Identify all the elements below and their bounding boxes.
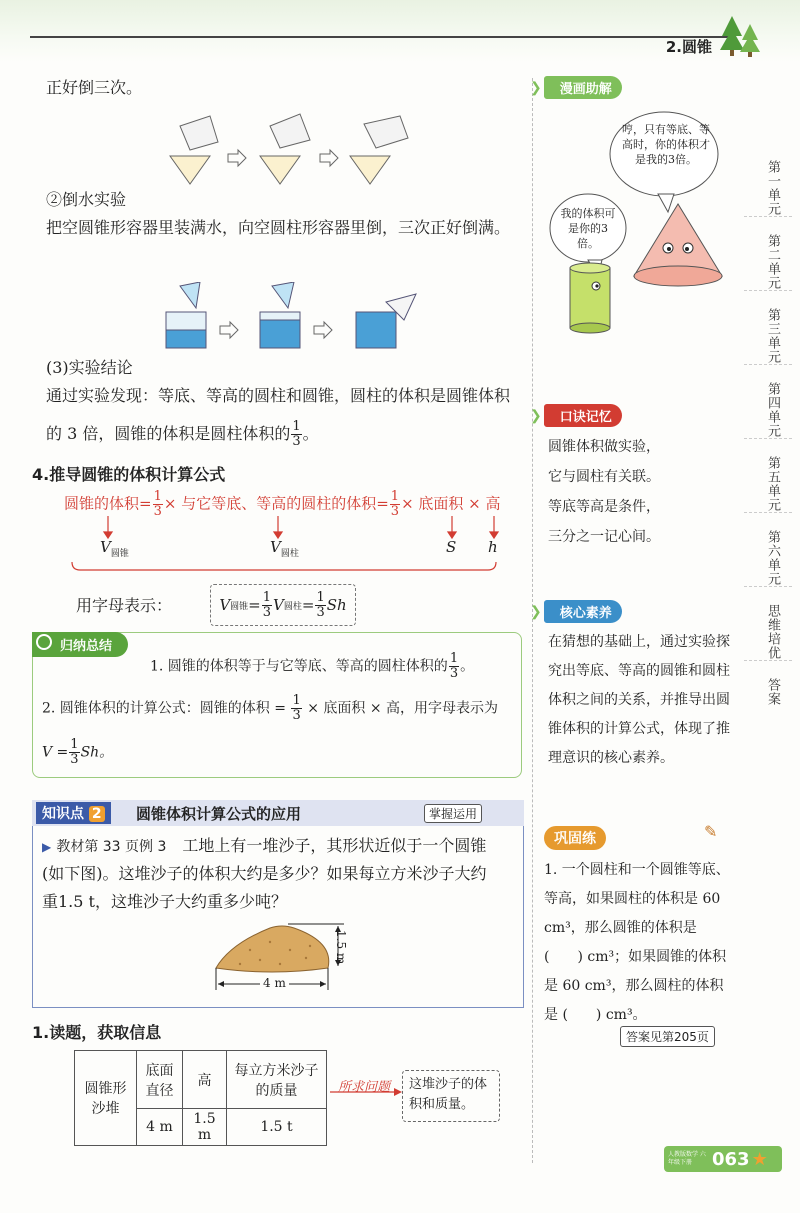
core-literacy-text: 在猜想的基础上，通过实验探究出等底、等高的圆锥和圆柱体积之间的关系，并推导出圆锥体积的计算公式，体现了推理意识的核心素养。 bbox=[548, 634, 730, 766]
mnemonic-line: 三分之一记心间。 bbox=[548, 529, 660, 545]
h-symbol: h bbox=[488, 538, 498, 556]
tab-unit-5[interactable]: 第五单元 bbox=[765, 456, 780, 512]
summary-formula: V = $\frac{1}{3}$ Sh。 bbox=[42, 737, 114, 767]
mastery-badge: 掌握运用 bbox=[424, 804, 482, 823]
step2-text: 把空圆锥形容器里装满水，向空圆柱形容器里倒，三次正好倒满。 bbox=[46, 218, 511, 237]
mnemonic-line: 它与圆柱有关联。 bbox=[548, 469, 660, 485]
val-diameter: 4 m bbox=[137, 1109, 183, 1146]
chapter-title: 2.圆锥 bbox=[665, 38, 712, 56]
v-cone-symbol: $V_{圆锥}$ bbox=[100, 538, 129, 559]
tab-unit-6[interactable]: 第六单元 bbox=[765, 530, 780, 586]
val-height: 1.5 m bbox=[183, 1109, 227, 1146]
goal-arrow-label: 所求问题 bbox=[338, 1080, 391, 1095]
practice-tag: 巩固练 bbox=[544, 826, 606, 850]
tab-divider bbox=[744, 512, 792, 513]
pour-illustration-water bbox=[160, 282, 420, 352]
problem-line2: (如下图)。这堆沙子的体积大约是多少？如果每立方米沙子大约 bbox=[42, 864, 487, 883]
tab-thinking[interactable]: 思维培优 bbox=[765, 604, 780, 660]
tab-answers[interactable]: 答案 bbox=[765, 678, 780, 706]
derive-title: 4.推导圆锥的体积计算公式 bbox=[32, 465, 226, 484]
triangle-icon: ▶ bbox=[42, 840, 52, 854]
problem-line3: 重1.5 t，这堆沙子大约重多少吨？ bbox=[42, 892, 287, 911]
answer-reference: 答案见第205页 bbox=[620, 1026, 715, 1047]
header-rule bbox=[30, 36, 730, 38]
col-diameter-header: 底面直径 bbox=[137, 1051, 183, 1109]
fraction-one-third: $\frac{1}{3}$ bbox=[292, 419, 301, 449]
tree-icon bbox=[720, 14, 760, 58]
read-info-title: 1.读题，获取信息 bbox=[32, 1023, 162, 1042]
val-mass: 1.5 t bbox=[227, 1109, 327, 1146]
tab-unit-1[interactable]: 第一单元 bbox=[765, 160, 780, 216]
tab-divider bbox=[744, 660, 792, 661]
target-icon bbox=[36, 634, 52, 650]
dim-base-label: 4 m bbox=[260, 976, 289, 990]
comic-tag: ❯ 漫画助解 bbox=[530, 76, 622, 99]
tab-unit-4[interactable]: 第四单元 bbox=[765, 382, 780, 438]
tab-divider bbox=[744, 586, 792, 587]
chevron-right-icon: ❯ bbox=[530, 79, 542, 96]
summary-item2: 2. 圆锥体积的计算公式：圆锥的体积 = $\frac{1}{3}$ × 底面积 × 高，用字母表示为 bbox=[42, 693, 498, 723]
mnemonic-line: 等底等高是条件， bbox=[548, 499, 660, 515]
tab-unit-3[interactable]: 第三单元 bbox=[765, 308, 780, 364]
intro-end-text: 正好倒三次。 bbox=[46, 78, 143, 97]
conclusion-title: (3)实验结论 bbox=[46, 358, 133, 377]
tab-divider bbox=[744, 290, 792, 291]
info-table bbox=[74, 1050, 327, 1146]
conclusion-line1: 通过实验发现：等底、等高的圆柱和圆锥，圆柱的体积是圆锥体积 bbox=[46, 386, 511, 405]
tab-divider bbox=[744, 438, 792, 439]
v-cylinder-symbol: $V_{圆柱}$ bbox=[270, 538, 299, 559]
practice-question-1: 1. 一个圆柱和一个圆锥等底、等高，如果圆柱的体积是 60 cm³，那么圆锥的体积是 ( ) cm³；如果圆锥的体积是 60 cm³，那么圆柱的体积是 ( ) cm³。 bbox=[544, 862, 730, 1023]
derive-word-formula: 圆锥的体积= $\frac{1}{3}$ × 与它等底、等高的圆柱的体积= $\frac{1}{3}$ × 底面积 × 高 bbox=[64, 489, 501, 519]
goal-arrow bbox=[330, 1086, 402, 1098]
pencil-icon: ✎ bbox=[704, 822, 718, 841]
knowledge-point-label: 知识点 2 bbox=[36, 802, 111, 824]
knowledge-point-title: 圆锥体积计算公式的应用 bbox=[136, 805, 302, 823]
row-label-cell: 圆锥形沙堆 bbox=[75, 1051, 137, 1146]
star-icon: ★ bbox=[751, 1148, 768, 1170]
goal-box: 这堆沙子的体积和质量。 bbox=[402, 1070, 500, 1122]
mnemonic-tag: ❯ 口诀记忆 bbox=[530, 404, 622, 427]
page-number: 063 bbox=[712, 1148, 750, 1170]
conclusion-line2: 的 3 倍，圆锥的体积是圆柱体积的 $\frac{1}{3}$ 。 bbox=[46, 419, 319, 449]
cone-speech-bubble: 哼，只有等底、等高时，你的体积才是我的3倍。 bbox=[622, 123, 710, 166]
col-height-header: 高 bbox=[183, 1051, 227, 1109]
mnemonic-line: 圆锥体积做实验， bbox=[548, 439, 660, 455]
summary-tag: 归纳总结 bbox=[32, 632, 128, 657]
step2-title: ②倒水实验 bbox=[46, 190, 127, 209]
letter-label: 用字母表示： bbox=[76, 596, 173, 615]
core-literacy-tag: ❯ 核心素养 bbox=[530, 600, 622, 623]
summary-item1: 1. 圆锥的体积等于与它等底、等高的圆柱体积的 $\frac{1}{3}$ 。 bbox=[150, 651, 475, 681]
chevron-right-icon: ❯ bbox=[530, 603, 542, 620]
letter-formula-box: V 圆锥 = $\frac{1}{3}$ V 圆柱 = $\frac{1}{3}$ Sh bbox=[210, 584, 356, 626]
col-mass-header: 每立方米沙子的质量 bbox=[227, 1051, 327, 1109]
cylinder-speech-bubble: 我的体积可是你的3倍。 bbox=[560, 207, 616, 250]
tab-unit-2[interactable]: 第二单元 bbox=[765, 234, 780, 290]
dim-height-label: 1.5 m bbox=[334, 930, 348, 965]
publisher-text: 人教版数学 六年级下册 bbox=[668, 1151, 706, 1166]
mnemonic-list bbox=[548, 432, 660, 552]
tab-divider bbox=[744, 216, 792, 217]
chevron-right-icon: ❯ bbox=[530, 407, 542, 424]
tab-divider bbox=[744, 364, 792, 365]
page-number-badge bbox=[664, 1146, 782, 1172]
pour-illustration-sand bbox=[150, 106, 420, 186]
example-line1: ▶ 教材第 33 页例 3 工地上有一堆沙子，其形状近似于一个圆锥 bbox=[42, 836, 487, 855]
s-symbol: S bbox=[446, 538, 457, 556]
